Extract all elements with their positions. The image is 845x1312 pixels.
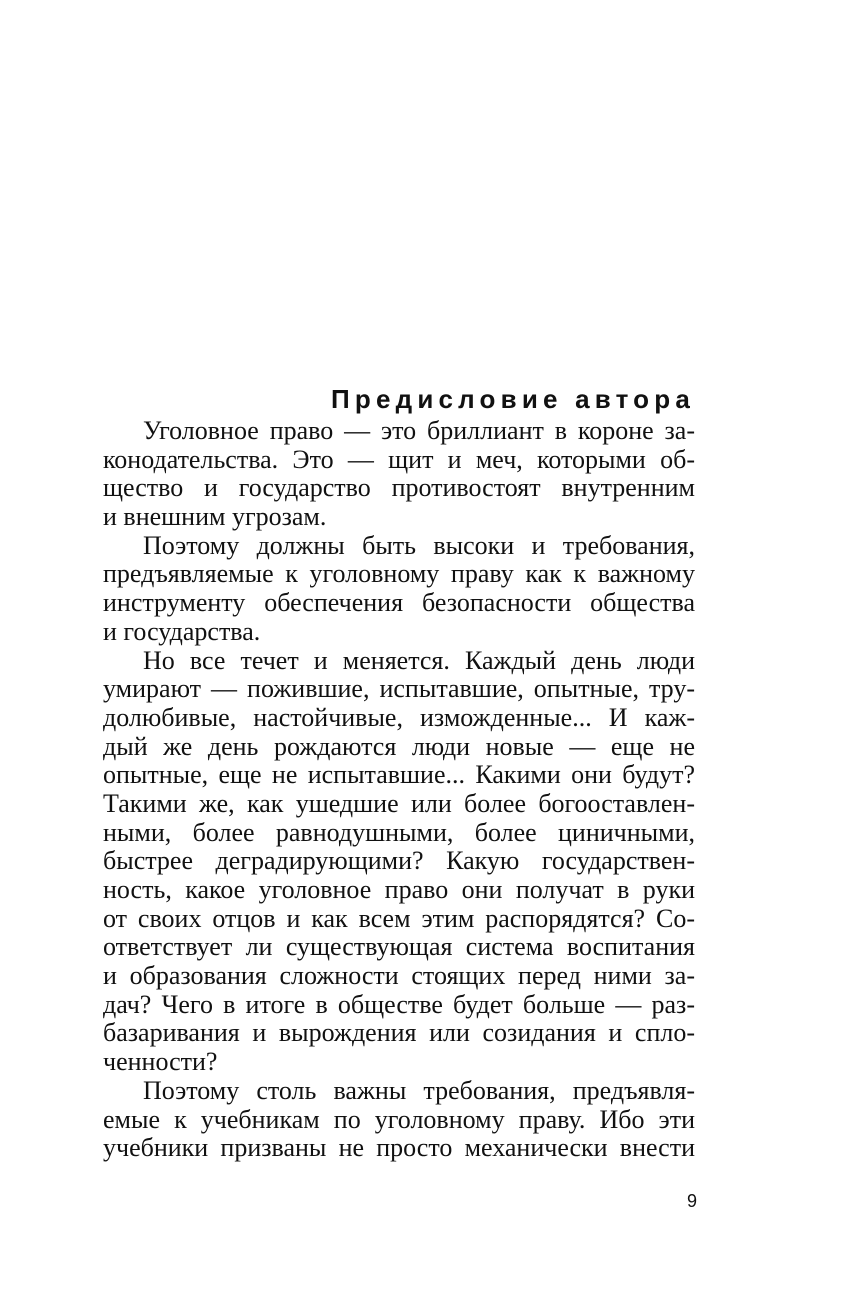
text-line: Уголовное право — это бриллиант в короне за-: [143, 416, 695, 445]
text-line: инструменту обеспечения безопасности общества: [103, 588, 695, 618]
text-line: и образования сложности стоящих перед ними за-: [103, 961, 695, 991]
page-title: Предисловие автора: [331, 384, 695, 415]
text-line: емые к учебникам по уголовному праву. Ибо эти: [103, 1104, 695, 1134]
text-line: ответствует ли существующая система воспитания: [103, 932, 695, 962]
page-number: 9: [686, 1191, 697, 1211]
text-line: ность, какое уголовное право они получат в руки: [103, 875, 695, 904]
paragraph-1: [103, 417, 695, 532]
text-line: Но все течет и меняется. Каждый день люди: [143, 645, 695, 675]
paragraph-2: [103, 532, 695, 647]
paragraph-4: [103, 1077, 695, 1163]
text-line: дый же день рождаются люди новые — еще не: [103, 731, 695, 761]
text-line: и государства.: [103, 616, 261, 646]
text-line: Поэтому должны быть высоки и требования,: [143, 530, 695, 560]
text-line: умирают — пожившие, испытавшие, опытные, тру-: [103, 674, 695, 704]
text-line: Поэтому столь важны требования, предъявля-: [143, 1075, 695, 1105]
text-line: предъявляемые к уголовному праву как к важному: [103, 559, 695, 589]
text-line: базаривания и вырождения или созидания и спло-: [103, 1018, 695, 1048]
text-line: быстрее деградирующими? Какую государствен-: [103, 846, 695, 876]
text-line: долюбивые, настойчивые, изможденные... И каж-: [103, 702, 695, 732]
text-line: учебники призваны не просто механически внести: [103, 1133, 695, 1163]
text-line: опытные, еще не испытавшие... Какими они будут?: [103, 760, 695, 790]
text-line: дач? Чего в итоге в обществе будет больше — раз-: [103, 989, 695, 1019]
text-line: щество и государство противостоят внутренним: [103, 473, 695, 503]
paragraph-3: [103, 647, 695, 1077]
text-line: конодательства. Это — щит и меч, которыми об-: [103, 444, 695, 474]
text-line: от своих отцов и как всем этим распорядятся? Со-: [103, 903, 695, 933]
text-line: Такими же, как ушедшие или более богооставлен-: [103, 788, 695, 818]
text-line: и внешним угрозам.: [103, 502, 327, 532]
body-text: [103, 417, 695, 1163]
text-line: ными, более равнодушными, более циничными,: [103, 817, 695, 847]
text-line: ченности?: [103, 1047, 218, 1077]
